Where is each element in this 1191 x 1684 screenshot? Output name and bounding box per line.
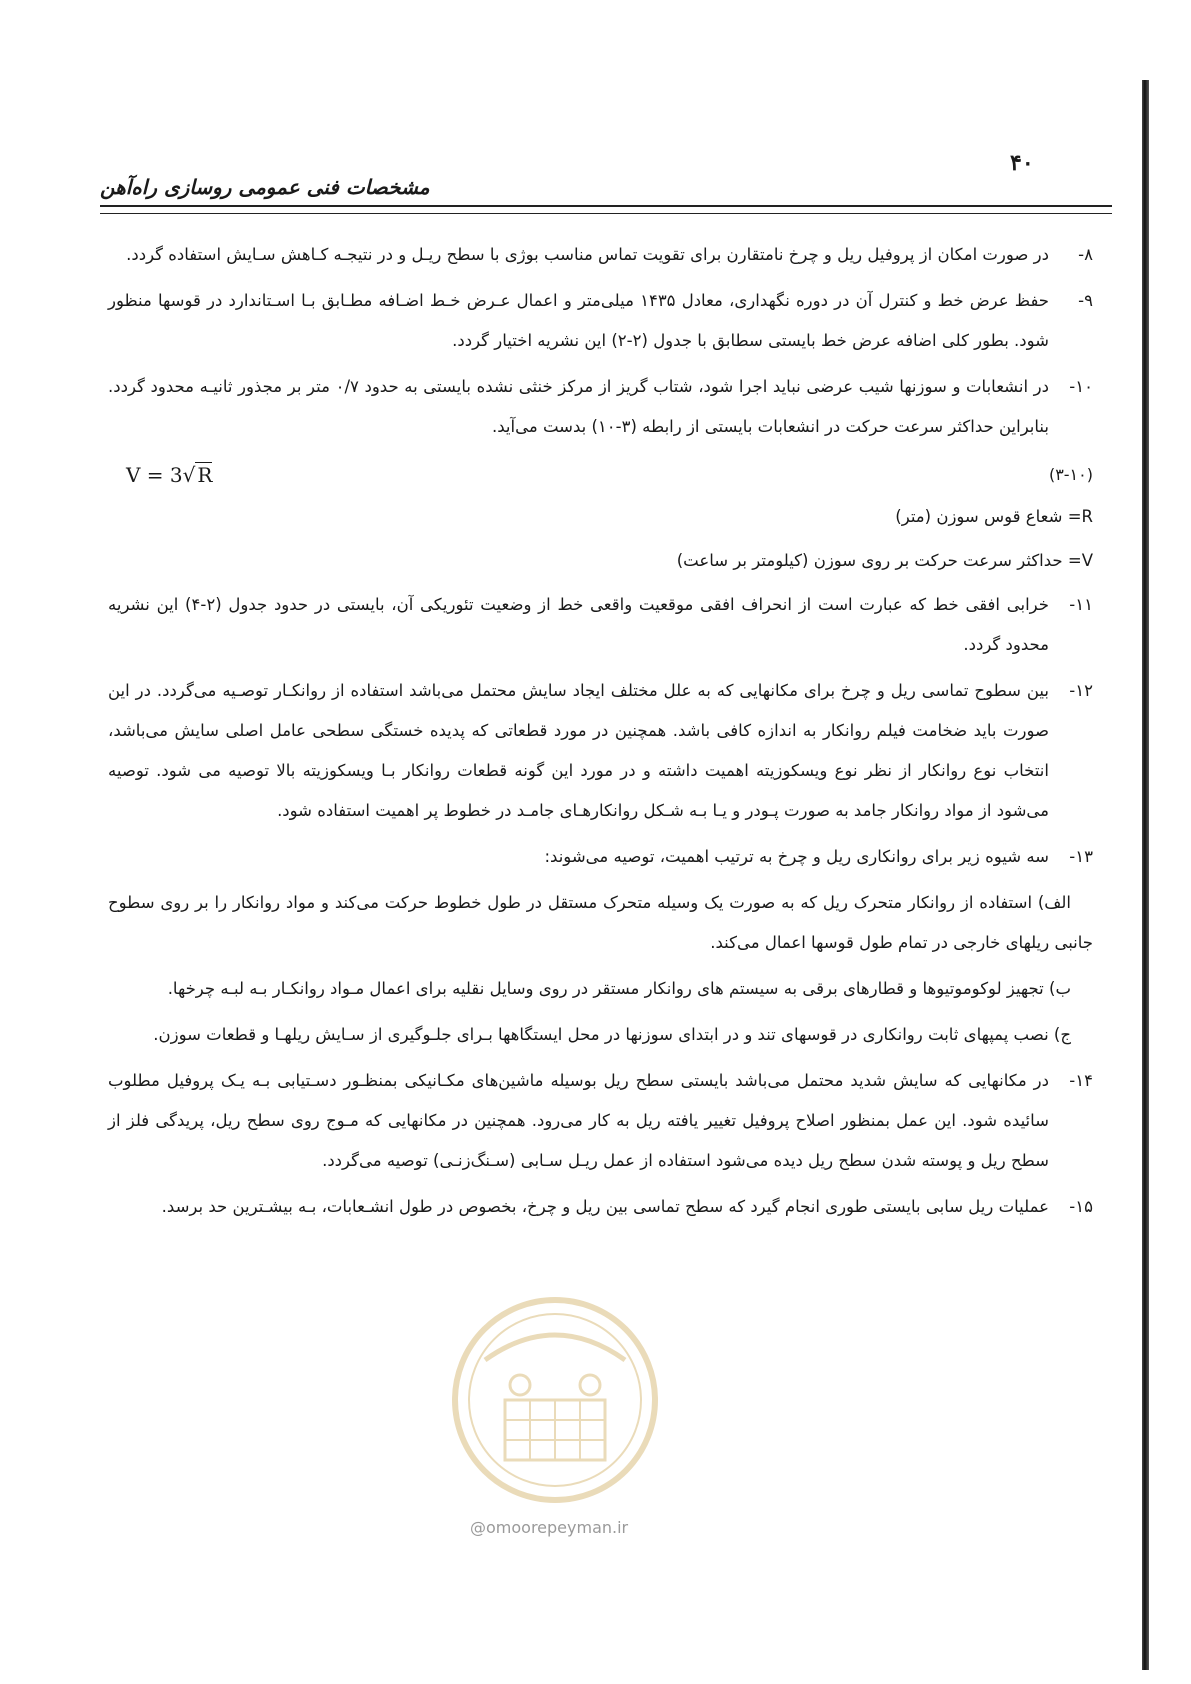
watermark-caption: @omoorepeyman.ir (470, 1518, 629, 1537)
list-item-15 (108, 1187, 1093, 1227)
item-number: ۱۲- (1069, 681, 1093, 700)
watermark-logo (445, 1290, 665, 1510)
list-item-9 (108, 281, 1093, 361)
item-number: ۸- (1078, 245, 1093, 264)
formula-reference: (۳-۱۰) (1048, 465, 1093, 484)
sub-item-be: ب) تجهیز لوکوموتیوها و قطارهای برقی به سیستم های روانکار مستقر در روی وسایل نقلیه برای اعمال مـواد روانکـار بـه لبـه چرخها. (167, 979, 1071, 998)
sub-item-alef: الف) استفاده از روانکار متحرک ریل که به صورت یک وسیله متحرک مستقل در طول خطوط حرکت می‌کند و مواد روانکار را بر روی سطوح جانبی ریلهای خارجی در تمام طول قوسها اعمال می‌کند. (108, 893, 1093, 952)
item-number: ۱۴- (1069, 1071, 1093, 1090)
list-item-10 (108, 367, 1093, 447)
page-body (108, 235, 1093, 1233)
formula-radicand: R (197, 463, 213, 487)
item-number: ۱۵- (1069, 1197, 1093, 1216)
item-number: ۱۰- (1069, 377, 1093, 396)
page-number: ۴۰ (1010, 150, 1034, 176)
header-rule (100, 205, 1112, 214)
list-item-12 (108, 671, 1093, 831)
list-item-13 (108, 837, 1093, 877)
list-item-14 (108, 1061, 1093, 1181)
list-item-8 (108, 235, 1093, 275)
running-title: مشخصات فنی عمومی روسازی راه‌آهن (100, 175, 430, 199)
item-text: سه شیوه زیر برای روانکاری ریل و چرخ به ترتیب اهمیت، توصیه می‌شوند: (544, 847, 1049, 866)
item-text: حفظ عرض خط و کنترل آن در دوره نگهداری، معادل ۱۴۳۵ میلی‌متر و اعمال عـرض خـط اضـافه مطـابق بـا اسـتاندارد در قوسها منظور شود. بطور کلی اضافه عرض خط بایستی سطابق با جدول (۲-۲) این نشریه اختیار گردد. (108, 291, 1049, 350)
list-item-11 (108, 585, 1093, 665)
item-number: ۹- (1078, 291, 1093, 310)
formula-row (108, 453, 1093, 497)
formula-lhs: V = 3 (126, 463, 183, 487)
sqrt-sign: √ (182, 463, 196, 487)
item-number: ۱۱- (1069, 595, 1093, 614)
item-text: در صورت امکان از پروفیل ریل و چرخ نامتقارن برای تقویت تماس مناسب بوژی با سطح ریـل و در نتیجـه کـاهش سـایش استفاده گردد. (126, 245, 1049, 264)
scan-edge (1142, 80, 1149, 1670)
definition-r: R= شعاع قوس سوزن (متر) (895, 507, 1093, 526)
item-number: ۱۳- (1069, 847, 1093, 866)
item-text: بین سطوح تماسی ریل و چرخ برای مکانهایی که به علل مختلف ایجاد سایش محتمل می‌باشد استفاده از روانکـار توصـیه می‌گردد. در این صورت باید ضخامت فیلم روانکار به اندازه کافی باشد. همچنین در مورد قطعاتی که پدیده خستگی سطحی عامل اصلی سایش می‌باشد، انتخاب نوع روانکار از نظر نوع ویسکوزیته اهمیت داشته و در مورد این گونه قطعات روانکار بـا ویسکوزیته بالا توصیه می شود. توصیه می‌شود از مواد روانکار جامد به صورت پـودر و یـا بـه شـکل روانکارهـای جامـد در خطوط پر اهمیت استفاده شود. (108, 681, 1049, 820)
item-text: عملیات ریل سابی بایستی طوری انجام گیرد که سطح تماسی بین ریل و چرخ، بخصوص در طول انشـعابات، بـه بیشـترین حد برسد. (161, 1197, 1049, 1216)
speed-formula (126, 455, 212, 495)
sub-item-jim: ج) نصب پمپهای ثابت روانکاری در قوسهای تند و در ابتدای سوزنها در محل ایستگاهها بـرای جلـوگیری از سـایش ریلهـا و قطعات سوزن. (153, 1025, 1071, 1044)
definition-v: V= حداکثر سرعت حرکت بر روی سوزن (کیلومتر بر ساعت) (676, 551, 1093, 570)
item-text: در انشعابات و سوزنها شیب عرضی نباید اجرا شود، شتاب گریز از مرکز خنثی نشده بایستی به حدود ۰/۷ متر بر مجذور ثانیـه محدود گردد. بنابراین حداکثر سرعت حرکت در انشعابات بایستی از رابطه (۳-۱۰) بدست می‌آید. (108, 377, 1049, 436)
item-text: در مکانهایی که سایش شدید محتمل می‌باشد بایستی سطح ریل بوسیله ماشین‌های مکـانیکی بمنظـور دسـتیابی بـه یـک پروفیل مطلوب سائیده شود. این عمل بمنظور اصلاح پروفیل تغییر یافته ریل به کار می‌رود. همچنین در مکانهایی که مـوج روی سطح ریل، پریدگی فلز از سطح ریل و پوسته شدن سطح ریل دیده می‌شود استفاده از عمل ریـل سـابی (سـنگ‌زنـی) توصیه می‌گردد. (108, 1071, 1049, 1170)
item-text: خرابی افقی خط که عبارت است از انحراف افقی موقعیت واقعی خط از وضعیت تئوریکی آن، بایستی در حدود جدول (۲-۴) این نشریه محدود گردد. (108, 595, 1049, 654)
